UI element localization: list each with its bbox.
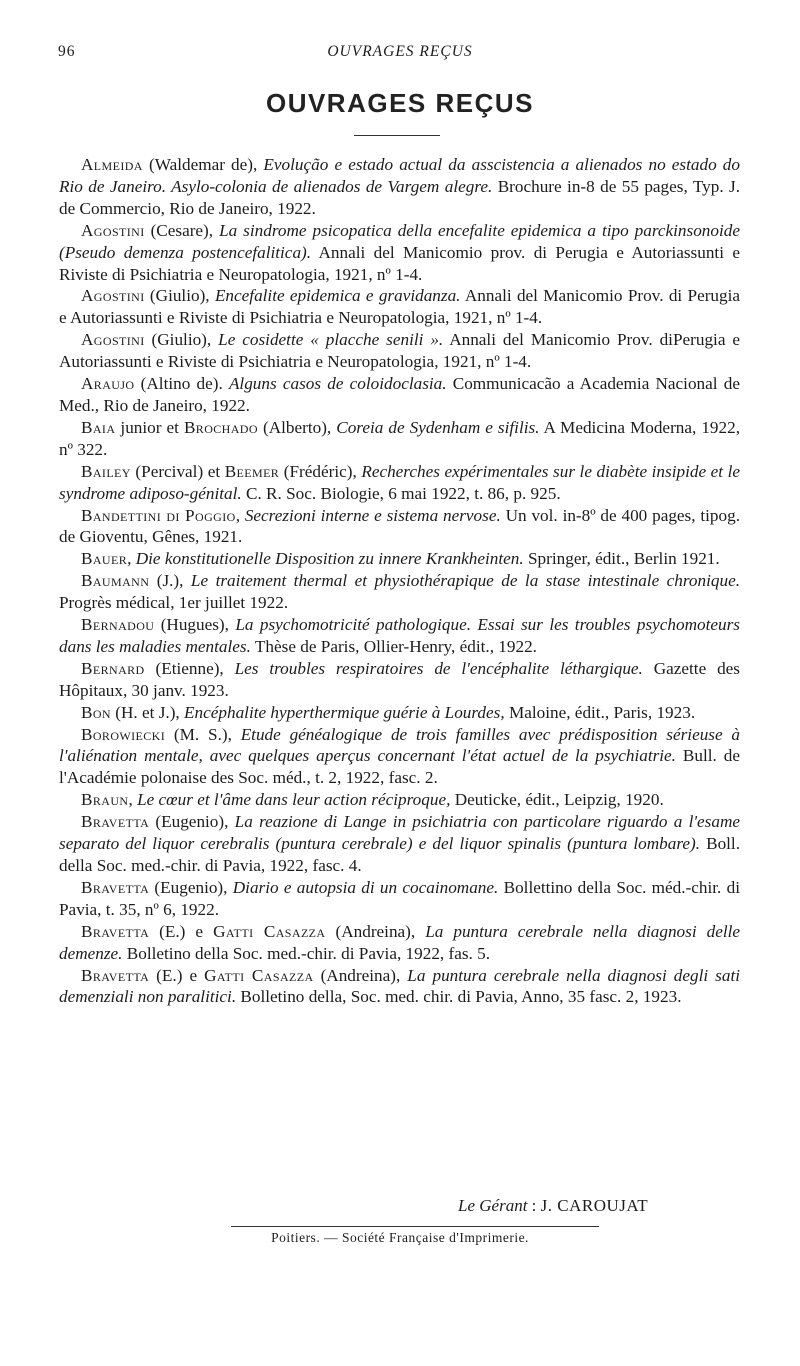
entry-title: La psychomotricité pathologique. Essai sur les troubles psychomoteurs dans les maladies mentales.	[59, 615, 740, 656]
entry-publication: Annali del Manicomio prov. di Perugia e Autoriassunti e Riviste di Psichiatria e Neuropatologia, 1921, nº 1-4.	[59, 242, 740, 284]
entry-author: Bailey	[81, 461, 131, 481]
entry-author: Bravetta	[81, 877, 150, 897]
entry-title: Diario e autopsia di un cocainomane.	[232, 877, 499, 897]
entry-author-details: ,	[128, 790, 138, 810]
entry-title: Encefalite epidemica e gravidanza.	[214, 286, 461, 306]
entry-coauthor-details: (Frédéric),	[279, 461, 362, 481]
entry-publication: Maloine, édit., Paris, 1923.	[504, 702, 696, 722]
entry-author: Bernadou	[81, 615, 155, 635]
bibliography-entry	[59, 965, 740, 1009]
signature-role: Le Gérant	[458, 1196, 528, 1215]
running-head	[58, 43, 742, 65]
bibliography-entry	[59, 658, 740, 702]
entry-publication: Thèse de Paris, Ollier-Henry, édit., 1922.	[250, 636, 537, 656]
bibliography-entry	[59, 614, 740, 658]
entry-author: Bandettini di Poggio	[81, 505, 236, 525]
entry-title: Le cœur et l'âme dans leur action réciproque,	[137, 790, 451, 810]
bibliography-entry	[59, 505, 740, 549]
entry-author: Agostini	[81, 286, 145, 306]
entry-author: Bravetta	[81, 812, 150, 832]
entry-publication: Progrès médical, 1er juillet 1922.	[59, 593, 289, 613]
entry-author-details: (Eugenio),	[149, 812, 235, 832]
entry-title: Alguns casos de coloidoclasia.	[228, 374, 447, 394]
entry-title: Secrezioni interne e sistema nervose.	[244, 505, 501, 525]
bibliography-entry	[59, 570, 740, 614]
entry-publication: Annali del Manicomio Prov. di Perugia e Autoriassunti e Riviste di Psichiatria e Neuropatologia, 1921, nº 1-4.	[59, 286, 741, 328]
entry-title: Recherches expérimentales sur le diabète insipide et le syndrome adiposo-génital.	[59, 461, 740, 503]
entry-coauthor: Gatti Casazza	[204, 965, 314, 985]
bibliography-entry	[59, 417, 740, 461]
entry-title: La reazione di Lange in psichiatria con particolare riguardo a l'esame separato del liquor cerebralis (puntura cerebrale) e del liquor spinalis (puntura lombare).	[59, 812, 740, 854]
entry-publication: Brochure in-8 de 55 pages, Typ. J. de Commercio, Rio de Janeiro, 1922.	[59, 176, 741, 218]
footer-divider	[231, 1226, 599, 1227]
bibliography-entry	[59, 373, 740, 417]
entry-author: Bravetta	[81, 921, 150, 941]
entry-author-details: (J.),	[149, 571, 191, 591]
bibliography-entry	[59, 329, 740, 373]
entry-publication: Bull. de l'Académie polonaise des Soc. méd., t. 2, 1922, fasc. 2.	[59, 746, 740, 788]
entry-author: Borowiecki	[81, 724, 166, 744]
entry-author-details: (M. S.),	[165, 724, 241, 744]
entry-author-details: (Waldemar de),	[142, 155, 264, 174]
entry-coauthor-details: (Andreina),	[313, 965, 408, 985]
entry-author-details: (Cesare),	[144, 220, 220, 240]
entry-author: Baumann	[81, 571, 150, 591]
entry-author-details: (Eugenio),	[149, 877, 233, 897]
entry-author-details: junior et	[115, 417, 184, 437]
entry-publication: Bolletino della Soc. med.-chir. di Pavia, 1922, fas. 5.	[122, 943, 491, 963]
entry-title: La puntura cerebrale nella diagnosi delle demenze.	[59, 921, 741, 963]
title-divider	[354, 135, 440, 136]
bibliography-list	[59, 154, 740, 1008]
entry-publication: Boll. della Soc. med.-chir. di Pavia, 1922, fasc. 4.	[59, 834, 741, 875]
bibliography-entry	[59, 921, 740, 965]
entry-coauthor: Brochado	[183, 417, 258, 437]
bibliography-entry	[59, 789, 740, 811]
entry-publication: A Medicina Moderna, 1922, nº 322.	[59, 417, 740, 459]
bibliography-entry	[59, 811, 740, 877]
entry-author: Bernard	[81, 658, 145, 678]
entry-title: Etude généalogique de trois familles avec prédisposition sérieuse à l'aliénation mentale, avec quelques aperçus concernant l'état actuel de la psychiatrie.	[59, 724, 740, 766]
printer-imprint: Poitiers. — Société Française d'Imprimerie.	[271, 1230, 529, 1245]
entry-author: Almeida	[81, 155, 143, 174]
entry-publication: Bolletino della, Soc. med. chir. di Pavia, Anno, 35 fasc. 2, 1923.	[236, 987, 682, 1007]
entry-author-details: (E.) e	[149, 921, 214, 941]
entry-publication: Un vol. in-8º de 400 pages, tipog. de Gioventu, Gênes, 1921.	[59, 505, 741, 547]
entry-title: Les troubles respiratoires de l'encéphalite léthargique.	[234, 658, 643, 678]
entry-title: La puntura cerebrale nella diagnosi degli sati demenziali non paralitici.	[59, 965, 741, 1007]
entry-author-details: ,	[235, 505, 245, 525]
entry-author: Bravetta	[81, 965, 150, 985]
signature-name: J. CAROUJAT	[540, 1196, 649, 1215]
entry-coauthor: Gatti Casazza	[213, 921, 326, 941]
entry-author-details: (E.) e	[149, 965, 205, 985]
entry-author: Bon	[81, 702, 111, 722]
bibliography-entry	[59, 154, 740, 220]
entry-publication: Communicacão a Academia Nacional de Med., Rio de Janeiro, 1922.	[59, 374, 740, 415]
page-number: 96	[58, 43, 76, 60]
entry-author-details: (Giulio),	[144, 286, 215, 306]
entry-title: Coreia de Sydenham e sifilis.	[336, 417, 540, 437]
entry-author: Braun	[81, 790, 129, 810]
entry-publication: C. R. Soc. Biologie, 6 mai 1922, t. 86, p. 925.	[241, 483, 561, 503]
signature-separator: :	[527, 1196, 541, 1215]
entry-title: La sindrome psicopatica della encefalite epidemica a tipo parckinsonoide (Pseudo demenza postencefalitica).	[59, 220, 740, 262]
entry-coauthor-details: (Alberto),	[257, 417, 337, 437]
entry-coauthor-details: (Andreina),	[325, 921, 426, 941]
entry-author-details: (Giulio),	[144, 330, 219, 350]
entry-author: Baia	[81, 417, 116, 437]
entry-publication: Bollettino della Soc. méd.-chir. di Pavia, t. 35, nº 6, 1922.	[59, 877, 741, 919]
entry-title: Evolução e estado actual da asscistencia a alienados no estado do Rio de Janeiro. Asylo-colonia de alienados de Vargem alegre.	[59, 155, 740, 196]
entry-title: Le cosidette « placche senili ».	[218, 330, 444, 350]
signature	[458, 1196, 648, 1216]
entry-publication: Deuticke, édit., Leipzig, 1920.	[450, 790, 664, 810]
entry-author: Agostini	[81, 220, 145, 240]
entry-author: Agostini	[81, 330, 145, 350]
entry-title: Die konstitutionelle Disposition zu innere Krankheinten.	[135, 549, 524, 569]
entry-author-details: (Etienne),	[144, 658, 235, 678]
entry-author-details: ,	[127, 549, 136, 569]
entry-publication: Gazette des Hôpitaux, 30 janv. 1923.	[59, 658, 740, 700]
bibliography-entry	[59, 285, 740, 329]
entry-publication: Annali del Manicomio Prov. diPerugia e Autoriassunti e Riviste di Psichiatria e Neuropatologia, 1921, nº 1-4.	[59, 330, 740, 372]
bibliography-entry	[59, 220, 740, 286]
running-title: OUVRAGES REÇUS	[327, 43, 473, 60]
entry-author-details: (Hugues),	[154, 615, 236, 635]
entry-title: Le traitement thermal et physiothérapique de la stase intestinale chronique.	[190, 571, 741, 591]
bibliography-entry	[59, 724, 740, 790]
page-title: OUVRAGES REÇUS	[265, 88, 535, 118]
entry-title: Encéphalite hyperthermique guérie à Lourdes,	[184, 702, 505, 722]
bibliography-entry	[59, 702, 740, 724]
entry-author-details: (Altino de).	[134, 374, 229, 394]
entry-author-details: (H. et J.),	[111, 702, 185, 722]
entry-author: Bauer	[81, 549, 128, 569]
bibliography-entry	[59, 461, 740, 505]
bibliography-entry	[59, 877, 740, 921]
entry-author: Araujo	[81, 374, 135, 394]
entry-publication: Springer, édit., Berlin 1921.	[523, 549, 720, 569]
entry-coauthor: Beemer	[224, 461, 280, 481]
entry-author-details: (Percival) et	[130, 461, 225, 481]
bibliography-entry	[59, 548, 740, 570]
